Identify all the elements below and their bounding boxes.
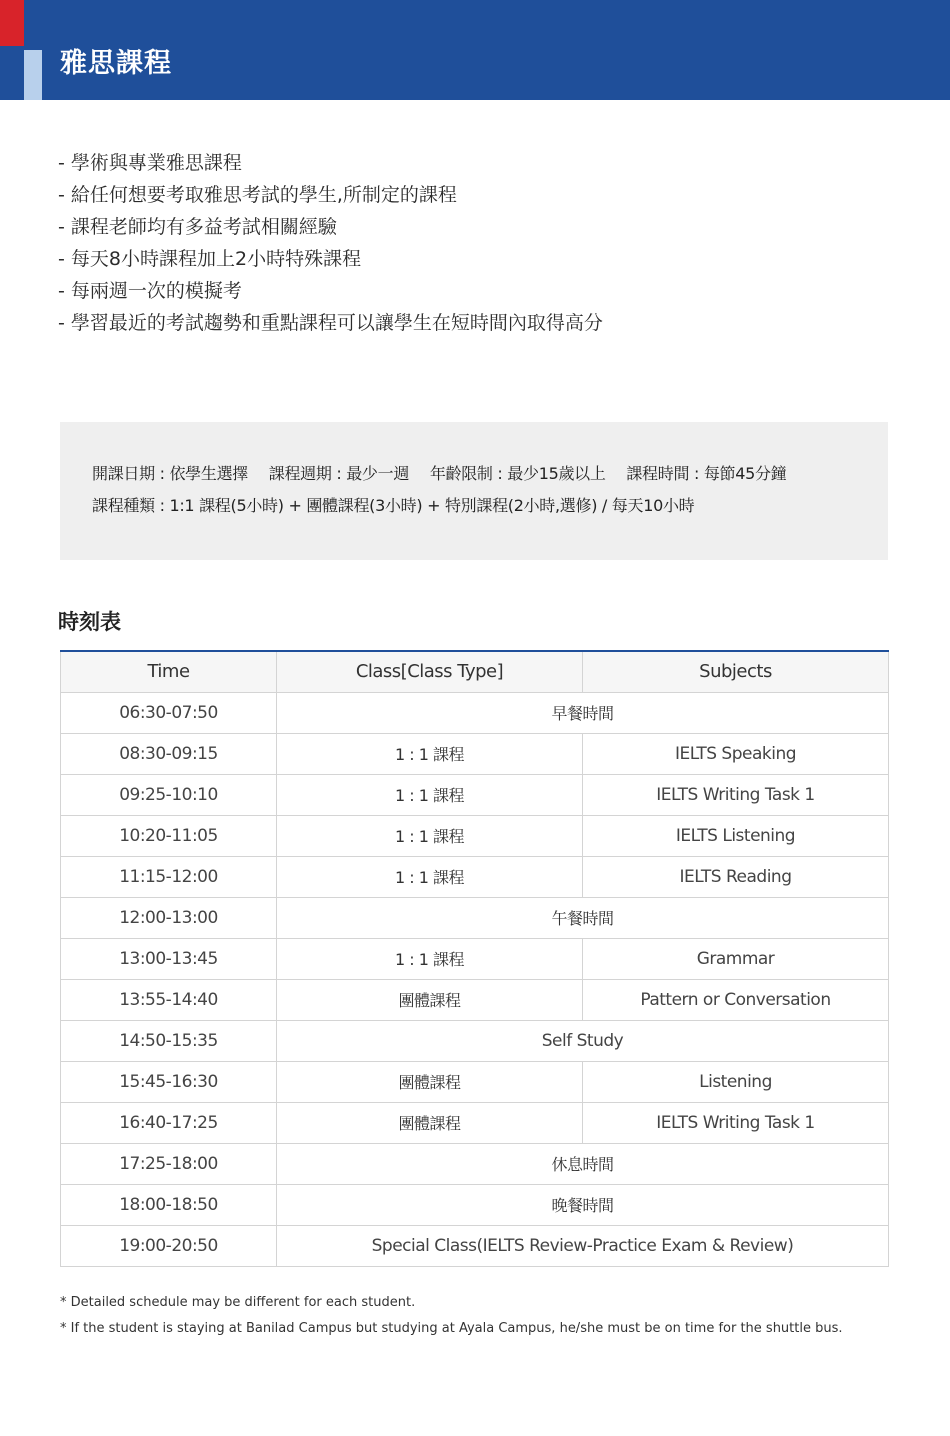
- schedule-notes: [60, 1290, 920, 1342]
- class-types-info: 課程種類 : 1:1 課程(5小時) + 團體課程(3小時) + 特別課程(2小時,選修) / 每天10小時: [92, 496, 695, 515]
- feature-item: - 每兩週一次的模擬考: [58, 280, 242, 302]
- time-cell: 11:15-12:00: [61, 856, 277, 897]
- feature-item: - 學習最近的考試趨勢和重點課程可以讓學生在短時間內取得高分: [58, 312, 603, 334]
- title-accent-bar: [24, 50, 42, 100]
- course-features-list: [58, 147, 918, 339]
- table-row: [61, 1102, 889, 1143]
- rest-cell: 休息時間: [277, 1143, 889, 1184]
- table-row: [61, 815, 889, 856]
- time-cell: 16:40-17:25: [61, 1102, 277, 1143]
- time-cell: 12:00-13:00: [61, 897, 277, 938]
- note-item: * If the student is staying at Banilad Campus but studying at Ayala Campus, he/she must be on time for the shuttle bus.: [60, 1321, 843, 1336]
- time-cell: 15:45-16:30: [61, 1061, 277, 1102]
- table-row: [61, 897, 889, 938]
- time-cell: 14:50-15:35: [61, 1020, 277, 1061]
- break-cell: 早餐時間: [277, 692, 889, 733]
- subject-cell: IELTS Speaking: [583, 733, 889, 774]
- merged-cell: Self Study: [277, 1020, 889, 1061]
- subject-cell: IELTS Writing Task 1: [583, 1102, 889, 1143]
- class-cell: 1 : 1 課程: [277, 733, 583, 774]
- time-cell: 19:00-20:50: [61, 1225, 277, 1266]
- page-header: [0, 0, 950, 100]
- info-line-1: [92, 458, 888, 490]
- table-row: [61, 856, 889, 897]
- feature-item: - 課程老師均有多益考試相關經驗: [58, 216, 337, 238]
- start-date-info: 開課日期 : 依學生選擇: [92, 464, 248, 483]
- class-cell: 1 : 1 課程: [277, 856, 583, 897]
- subject-cell: IELTS Writing Task 1: [583, 774, 889, 815]
- table-row: [61, 1225, 889, 1266]
- class-cell: 1 : 1 課程: [277, 938, 583, 979]
- table-header-row: [61, 651, 889, 692]
- course-info-box: [60, 422, 888, 560]
- header-class: Class[Class Type]: [277, 651, 583, 692]
- break-cell: 午餐時間: [277, 897, 889, 938]
- subject-cell: Listening: [583, 1061, 889, 1102]
- table-row: [61, 733, 889, 774]
- table-row: [61, 938, 889, 979]
- table-row: [61, 1061, 889, 1102]
- class-cell: 團體課程: [277, 979, 583, 1020]
- feature-item: - 學術與專業雅思課程: [58, 152, 242, 174]
- subject-cell: IELTS Listening: [583, 815, 889, 856]
- feature-item: - 每天8小時課程加上2小時特殊課程: [58, 248, 362, 270]
- time-cell: 17:25-18:00: [61, 1143, 277, 1184]
- subject-cell: Pattern or Conversation: [583, 979, 889, 1020]
- break-cell: 晚餐時間: [277, 1184, 889, 1225]
- age-limit-info: 年齡限制 : 最少15歲以上: [429, 464, 606, 483]
- schedule-table: [60, 650, 889, 1267]
- time-cell: 09:25-10:10: [61, 774, 277, 815]
- header-time: Time: [61, 651, 277, 692]
- class-time-info: 課程時間 : 每節45分鐘: [626, 464, 787, 483]
- time-cell: 13:00-13:45: [61, 938, 277, 979]
- time-cell: 10:20-11:05: [61, 815, 277, 856]
- subject-cell: Grammar: [583, 938, 889, 979]
- class-cell: 1 : 1 課程: [277, 774, 583, 815]
- time-cell: 13:55-14:40: [61, 979, 277, 1020]
- class-cell: 團體課程: [277, 1061, 583, 1102]
- table-row: [61, 1184, 889, 1225]
- schedule-title: 時刻表: [58, 610, 121, 634]
- table-row: [61, 1020, 889, 1061]
- red-accent-mark: [0, 0, 24, 46]
- note-item: * Detailed schedule may be different for each student.: [60, 1295, 416, 1310]
- feature-item: - 給任何想要考取雅思考試的學生,所制定的課程: [58, 184, 457, 206]
- page-title: 雅思課程: [60, 48, 172, 79]
- subject-cell: IELTS Reading: [583, 856, 889, 897]
- table-row: [61, 692, 889, 733]
- table-row: [61, 1143, 889, 1184]
- duration-info: 課程週期 : 最少一週: [268, 464, 410, 483]
- header-subjects: Subjects: [583, 651, 889, 692]
- class-cell: 團體課程: [277, 1102, 583, 1143]
- time-cell: 06:30-07:50: [61, 692, 277, 733]
- class-cell: 1 : 1 課程: [277, 815, 583, 856]
- time-cell: 08:30-09:15: [61, 733, 277, 774]
- time-cell: 18:00-18:50: [61, 1184, 277, 1225]
- table-row: [61, 979, 889, 1020]
- merged-cell: Special Class(IELTS Review-Practice Exam & Review): [277, 1225, 889, 1266]
- table-row: [61, 774, 889, 815]
